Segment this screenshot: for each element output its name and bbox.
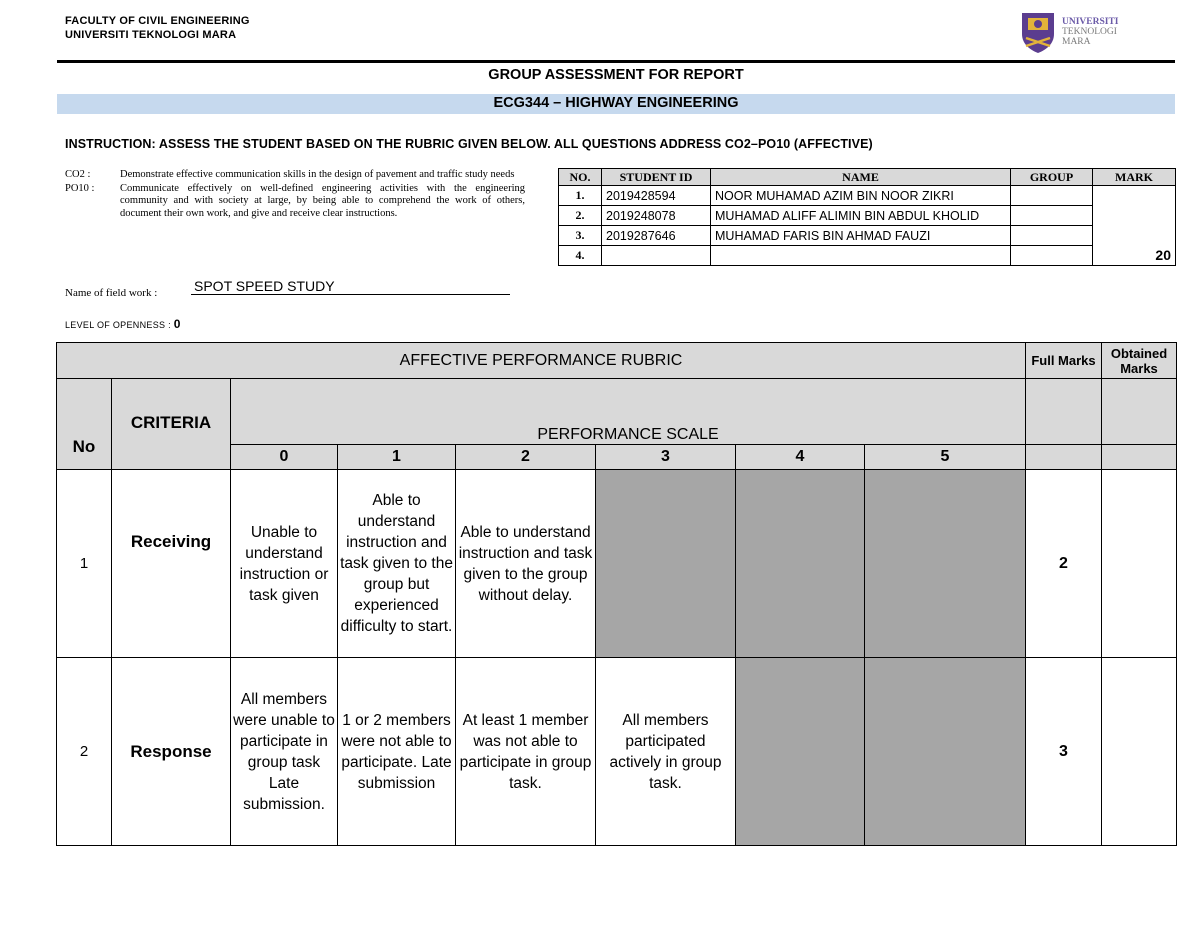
student-table-header [559, 169, 1176, 186]
openness-line [65, 317, 181, 331]
student-group[interactable] [1011, 246, 1093, 266]
student-no: 2. [559, 206, 602, 226]
openness-value: 0 [173, 317, 181, 331]
level-3-empty [596, 470, 736, 658]
level-0-description: Unable to understand instruction or task given [231, 470, 338, 658]
student-id[interactable] [602, 246, 711, 266]
student-name[interactable]: MUHAMAD FARIS BIN AHMAD FAUZI [711, 226, 1011, 246]
full-marks-value: 3 [1026, 658, 1102, 846]
student-id[interactable]: 2019287646 [602, 226, 711, 246]
level-4-empty [736, 470, 865, 658]
obtained-marks-spacer [1102, 379, 1177, 445]
rubric-title-row [57, 343, 1177, 379]
header-mark: MARK [1093, 169, 1176, 186]
outcome-key: PO10 : [65, 182, 95, 194]
uitm-logo [1018, 8, 1142, 56]
rubric-table [56, 342, 1177, 846]
obtained-marks-cell[interactable] [1102, 470, 1177, 658]
rubric-title: AFFECTIVE PERFORMANCE RUBRIC [57, 343, 1026, 379]
rubric-row-response [57, 658, 1177, 846]
row-number: 1 [57, 470, 112, 658]
performance-scale-header: PERFORMANCE SCALE [231, 379, 1026, 445]
level-1-description: 1 or 2 members were not able to participate. Late submission [338, 658, 456, 846]
student-name[interactable]: NOOR MUHAMAD AZIM BIN NOOR ZIKRI [711, 186, 1011, 206]
crest-icon [1018, 10, 1058, 54]
rubric-criteria-row [57, 379, 1177, 445]
logo-line-3: MARA [1062, 37, 1091, 47]
level-1-description: Able to understand instruction and task given to the group but experienced difficulty to start. [338, 470, 456, 658]
full-marks-spacer [1026, 445, 1102, 470]
header-no: NO. [559, 169, 602, 186]
student-no: 3. [559, 226, 602, 246]
outcome-text: Communicate effectively on well-defined engineering activities with the engineering community and with society at large, by being able to comprehend the work of others, document their own work, and give and receive clear instructions. [120, 182, 525, 219]
faculty-header [65, 14, 250, 42]
level-5-empty [865, 470, 1026, 658]
student-id[interactable]: 2019248078 [602, 206, 711, 226]
group-mark[interactable]: 20 [1093, 186, 1176, 266]
student-row [559, 186, 1176, 206]
student-group[interactable] [1011, 226, 1093, 246]
faculty-name: FACULTY OF CIVIL ENGINEERING [65, 15, 250, 27]
outcome-list [65, 169, 525, 221]
level-4-empty [736, 658, 865, 846]
student-row [559, 206, 1176, 226]
scale-4: 4 [736, 445, 865, 470]
obtained-marks-spacer [1102, 445, 1177, 470]
level-2-description: At least 1 member was not able to participate in group task. [456, 658, 596, 846]
logo-line-1: UNIVERSITI [1062, 17, 1119, 27]
header-name: NAME [711, 169, 1011, 186]
header-rule [57, 60, 1175, 63]
header-student-id: STUDENT ID [602, 169, 711, 186]
university-name: UNIVERSITI TEKNOLOGI MARA [65, 29, 237, 41]
student-name[interactable] [711, 246, 1011, 266]
logo-line-2: TEKNOLOGI [1062, 27, 1117, 37]
outcome-co2 [65, 169, 525, 182]
student-no: 4. [559, 246, 602, 266]
student-id[interactable]: 2019428594 [602, 186, 711, 206]
level-2-description: Able to understand instruction and task given to the group without delay. [456, 470, 596, 658]
fieldwork-label: Name of field work : [65, 287, 158, 299]
level-5-empty [865, 658, 1026, 846]
fieldwork-field[interactable]: SPOT SPEED STUDY [191, 278, 510, 295]
level-3-description: All members participated actively in group task. [596, 658, 736, 846]
page-title: GROUP ASSESSMENT FOR REPORT [488, 67, 744, 83]
scale-0: 0 [231, 445, 338, 470]
student-group[interactable] [1011, 206, 1093, 226]
scale-3: 3 [596, 445, 736, 470]
student-name[interactable]: MUHAMAD ALIFF ALIMIN BIN ABDUL KHOLID [711, 206, 1011, 226]
full-marks-value: 2 [1026, 470, 1102, 658]
level-0-description: All members were unable to participate in group task Late submission. [231, 658, 338, 846]
scale-5: 5 [865, 445, 1026, 470]
criteria-header: CRITERIA [112, 379, 231, 470]
full-marks-spacer [1026, 379, 1102, 445]
rubric-row-receiving [57, 470, 1177, 658]
full-marks-header: Full Marks [1026, 343, 1102, 379]
criteria-name: Response [112, 658, 231, 846]
scale-2: 2 [456, 445, 596, 470]
header-group: GROUP [1011, 169, 1093, 186]
course-title: ECG344 – HIGHWAY ENGINEERING [493, 95, 739, 111]
scale-1: 1 [338, 445, 456, 470]
criteria-name: Receiving [112, 470, 231, 658]
outcome-po10 [65, 183, 525, 221]
obtained-marks-cell[interactable] [1102, 658, 1177, 846]
student-row [559, 226, 1176, 246]
openness-label: LEVEL OF OPENNESS : [65, 320, 171, 330]
student-row [559, 246, 1176, 266]
outcome-text: Demonstrate effective communication skills in the design of pavement and traffic study needs [120, 169, 515, 180]
student-table [558, 168, 1176, 266]
instruction-text: INSTRUCTION: ASSESS THE STUDENT BASED ON THE RUBRIC GIVEN BELOW. ALL QUESTIONS ADDRESS CO2–PO10 (AFFECTIVE) [65, 137, 873, 151]
obtained-marks-header: Obtained Marks [1102, 343, 1177, 379]
student-group[interactable] [1011, 186, 1093, 206]
row-number: 2 [57, 658, 112, 846]
student-no: 1. [559, 186, 602, 206]
outcome-key: CO2 : [65, 169, 91, 180]
no-header: No [57, 379, 112, 470]
